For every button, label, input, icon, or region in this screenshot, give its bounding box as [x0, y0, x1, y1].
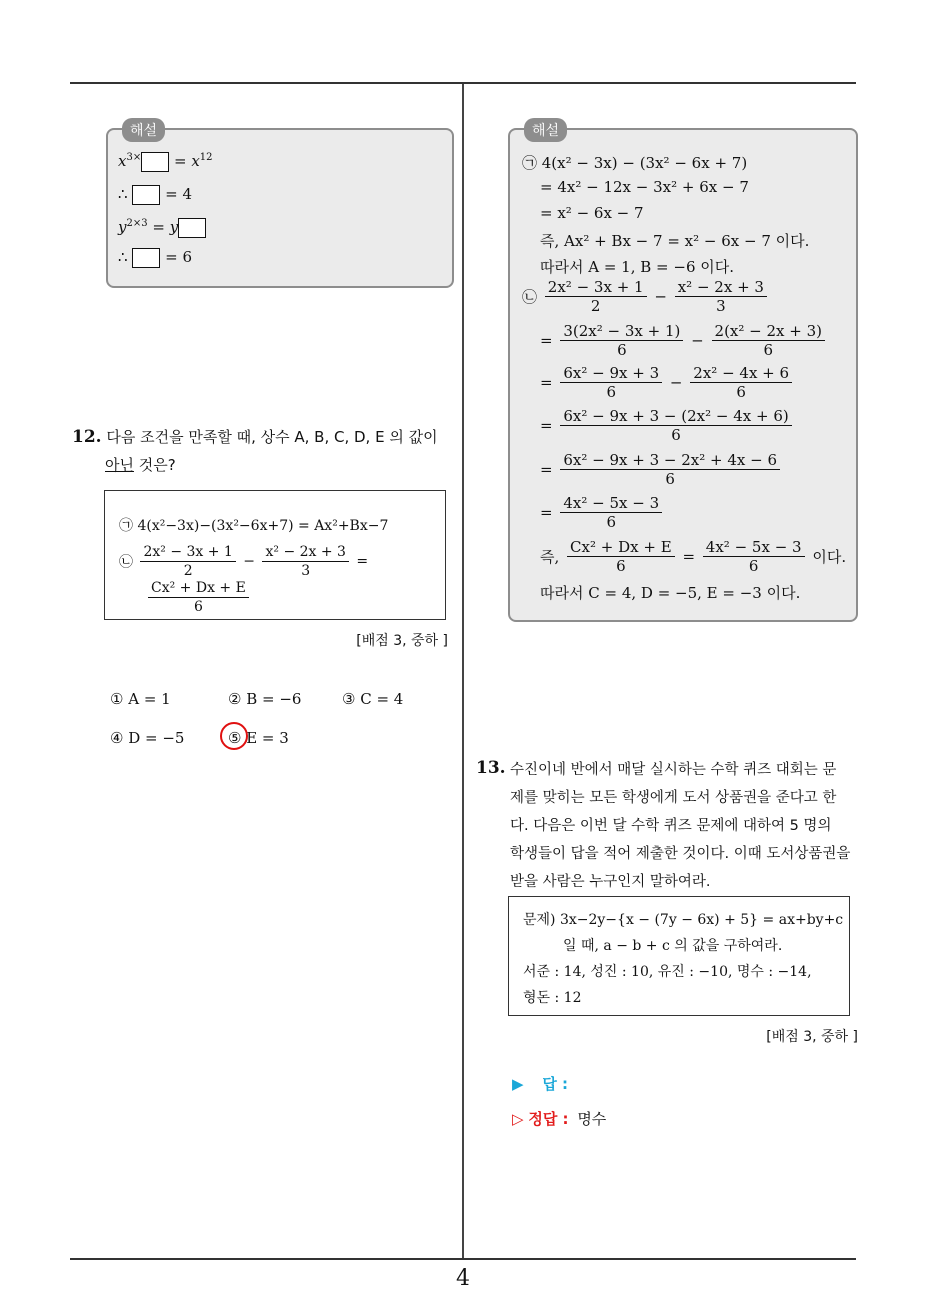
answer-row	[512, 1073, 568, 1094]
q13-line-1: 수진이네 반에서 매달 실시하는 수학 퀴즈 대회는 문	[510, 762, 837, 778]
q12-choice-4[interactable]: ④ D = −5	[110, 729, 185, 747]
blank-box	[141, 152, 169, 172]
q13-score: [배점 3, 중하 ]	[766, 1029, 858, 1045]
expl-line-1: $x^{3\times} = x^{12}$	[118, 152, 213, 170]
page-number: 4	[456, 1266, 470, 1291]
left-explanation-box	[106, 123, 454, 288]
q13-line-3: 다. 다음은 이번 달 수학 퀴즈 문제에 대하여 5 명의	[510, 818, 832, 834]
expl-r5: 따라서 A = 1, B = −6 이다.	[540, 258, 735, 276]
q13-box-line-1: 문제) 3x−2y−{x − (7y − 6x) + 5} = ax+by+c	[523, 912, 844, 928]
blank-box	[132, 248, 160, 268]
expl-r1: ㉠ 4(x² − 3x) − (3x² − 6x + 7)	[522, 154, 748, 172]
selected-answer-mark	[220, 722, 248, 750]
q13-line-2: 제를 맞히는 모든 학생에게 도서 상품권을 준다고 한	[510, 790, 837, 806]
explanation-tag: 해설	[524, 118, 567, 142]
expl-line-4: ∴ = 6	[118, 248, 192, 266]
q13-box-line-2: 일 때, a − b + c 의 값을 구하여라.	[563, 938, 783, 954]
explanation-tag: 해설	[122, 118, 165, 142]
q12-text-line-2: 아닌 것은?	[105, 456, 176, 474]
expl-r3: = x² − 6x − 7	[540, 204, 644, 222]
expl-r13: 따라서 C = 4, D = −5, E = −3 이다.	[540, 584, 801, 602]
expl-r11: = $\frac{\text{4x² − 5x − 3}}{6}$	[540, 494, 665, 531]
correct-answer-label: 정답 :	[528, 1110, 569, 1128]
q12-score: [배점 3, 중하 ]	[356, 633, 448, 649]
answer-label: 답 :	[542, 1075, 569, 1093]
q12-choice-1[interactable]: ① A = 1	[110, 690, 171, 708]
expl-r2: = 4x² − 12x − 3x² + 6x − 7	[540, 178, 749, 196]
q12-choice-3[interactable]: ③ C = 4	[342, 690, 404, 708]
bottom-rule	[70, 1258, 856, 1260]
condition-2-rhs: $\frac{\text{Cx² + Dx + E}}{6}$	[145, 579, 252, 616]
column-divider	[462, 84, 464, 1258]
q13-line-4: 학생들이 답을 적어 제출한 것이다. 이때 도서상품권을	[510, 846, 851, 862]
expl-r4: 즉, Ax² + Bx − 7 = x² − 6x − 7 이다.	[540, 232, 810, 250]
q12-choice-2[interactable]: ② B = −6	[228, 690, 302, 708]
q13-box-line-4: 형돈 : 12	[523, 990, 582, 1006]
correct-answer-value: 명수	[577, 1110, 607, 1128]
condition-2: ㉡ $\frac{\text{2x² − 3x + 1}}{2}$ − $\frac{\text{x² − 2x + 3}}{3}$ =	[119, 544, 369, 579]
expl-r6: ㉡ $\frac{\text{2x² − 3x + 1}}{2}$ − $\frac{\text{x² − 2x + 3}}{3}$	[522, 278, 770, 315]
expl-r12: 즉, $\frac{\text{Cx² + Dx + E}}{6}$ = $\frac{\text{4x² − 5x − 3}}{6}$ 이다.	[540, 538, 847, 575]
q13-box-line-3: 서준 : 14, 성진 : 10, 유진 : −10, 명수 : −14,	[523, 964, 812, 980]
q12-condition-box	[104, 490, 446, 620]
expl-r10: = $\frac{\text{6x² − 9x + 3 − 2x² + 4x − 6}}{6}$	[540, 451, 783, 488]
expl-r8: = $\frac{\text{6x² − 9x + 3}}{6}$ − $\frac{\text{2x² − 4x + 6}}{6}$	[540, 364, 795, 401]
expl-line-2: ∴ = 4	[118, 185, 192, 203]
q13-line-5: 받을 사람은 누구인지 말하여라.	[510, 874, 711, 890]
play-icon: ▶	[512, 1075, 524, 1093]
q12-choice-5[interactable]: ⑤ E = 3	[228, 729, 289, 747]
expl-line-3: $y^{2\times 3} = y$	[118, 218, 206, 238]
correct-answer-row	[512, 1108, 606, 1129]
q13-number: 13.	[476, 758, 506, 778]
blank-box	[132, 185, 160, 205]
expl-r9: = $\frac{\text{6x² − 9x + 3 − (2x² − 4x + 6)}}{6}$	[540, 407, 795, 444]
right-explanation-box	[508, 123, 858, 622]
expl-r7: = $\frac{\text{3(2x² − 3x + 1)}}{6}$ − $\frac{\text{2(x² − 2x + 3)}}{6}$	[540, 322, 828, 359]
q12-number: 12.	[72, 427, 102, 447]
play-outline-icon: ▷	[512, 1110, 524, 1128]
q12-text-line-1: 12. 다음 조건을 만족할 때, 상수 A, B, C, D, E 의 값이	[72, 427, 438, 447]
q13-problem-box	[508, 896, 850, 1016]
blank-box	[178, 218, 206, 238]
condition-1: ㉠ 4(x²−3x)−(3x²−6x+7) = Ax²+Bx−7	[119, 518, 389, 534]
